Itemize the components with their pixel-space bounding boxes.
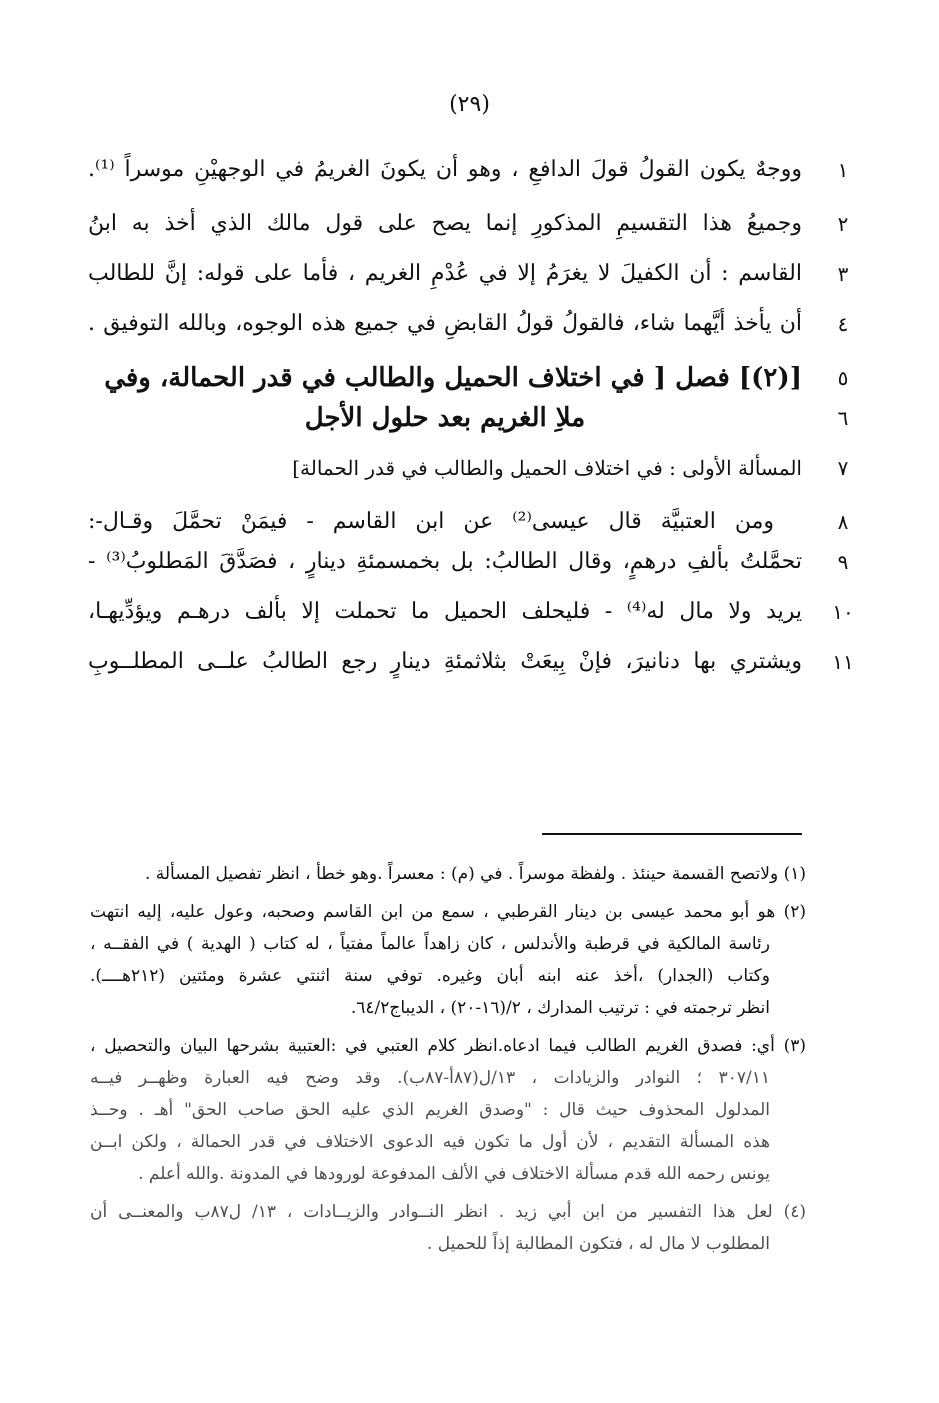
footnote-2-line: رئاسة المالكية في قرطبة والأندلس ، كان زاهداً عالماً مفتياً ، له كتاب ( الهدية ) في الفقــه ،	[90, 934, 770, 954]
page-number: (٢٩)	[449, 92, 490, 117]
line-number: ٦	[837, 406, 849, 430]
line-text: يريد ولا مال له⁽⁴⁾ - فليحلف الحميل ما تحملت إلا بألف درهـم ويؤدِّيهـا،	[88, 599, 802, 624]
line-number: ١	[837, 158, 849, 182]
line-number: ٤	[837, 312, 849, 336]
main-text	[88, 150, 858, 682]
footnote-4: (٤) لعل هذا التفسير من ابن أبي زيد . انظر النــوادر والزيــادات ، ١٣/ ل٨٧ب والمعنــى أن	[90, 1202, 806, 1222]
section-heading-line	[88, 358, 858, 398]
line-text: ومن العتبيَّة قال عيسى⁽²⁾ عن ابن القاسم - فيمَنْ تحمَّلَ وقـال-:	[88, 509, 774, 534]
line-number: ٣	[837, 262, 849, 286]
line-number: ١٠	[832, 600, 854, 624]
footnote-separator	[542, 833, 802, 835]
text-line	[88, 502, 858, 542]
footnote-2: (٢) هو أبو محمد عيسى بن دينار القرطبي ، سمع من ابن القاسم وصحبه، وعول عليه، إليه انتهت	[90, 902, 806, 922]
text-line	[88, 542, 858, 582]
line-number: ٩	[837, 550, 849, 574]
line-text: ويشتري بها دنانيرَ، فإنْ بِيعَتْ بثلاثمئةِ دينارٍ رجع الطالبُ علــى المطلــوبِ	[88, 649, 802, 674]
footnote-3-line: هذه المسألة التقديم ، لأن أول ما تكون فيه الدعوى الاختلاف في قدر الحمالة ، ولكن ابــن	[90, 1132, 770, 1152]
text-line	[88, 204, 858, 244]
subheading-line	[88, 448, 858, 488]
footnote-2-line: وكتاب (الجدار) ،أخذ عنه ابنه أبان وغيره. توفي سنة اثنتي عشرة ومئتين (٢١٢هــــ).	[90, 966, 770, 986]
line-text: وجميعُ هذا التقسيمِ المذكورِ إنما يصح على قول مالك الذي أخذ به ابنُ	[88, 211, 802, 236]
line-number: ٧	[837, 456, 849, 480]
line-text: ووجهٌ يكون القولُ قولَ الدافعِ ، وهو أن يكونَ الغريمُ في الوجهيْنِ موسراً ⁽¹⁾.	[88, 157, 802, 182]
line-text: أن يأخذ أيَّهما شاء، فالقولُ قولُ القابضِ في جميع هذه الوجوه، وبالله التوفيق .	[88, 311, 802, 336]
text-line	[88, 150, 858, 190]
footnote-2-line: انظر ترجمته في : ترتيب المدارك ، ٢/(١٦-٢٠) ، الديباج٦٤/٢.	[350, 998, 770, 1018]
line-number: ٨	[837, 510, 849, 534]
section-heading-line	[88, 398, 858, 438]
line-text: تحمَّلتُ بألفِ درهمٍ، وقال الطالبُ: بل بخمسمئةِ دينارٍ ، فصَدَّقَ المَطلوبُ⁽³⁾ -	[88, 549, 802, 574]
section-heading: [(٢)] فصل [ في اختلاف الحميل والطالب في قدر الحمالة، وفي	[104, 363, 802, 393]
footnote-3-line: يونس رحمه الله قدم مسألة الاختلاف في الألف المدفوعة لورودها في المدونة .والله أعلم .	[138, 1164, 770, 1184]
text-line	[88, 592, 858, 632]
line-number: ٢	[837, 212, 849, 236]
line-number: ١١	[832, 650, 854, 674]
subheading: المسألة الأولى : في اختلاف الحميل والطالب في قدر الحمالة]	[292, 456, 802, 480]
footnote-4-line: المطلوب لا مال له ، فتكون المطالبة إذاً للحميل .	[426, 1234, 770, 1254]
text-line	[88, 304, 858, 344]
line-text: القاسم : أن الكفيلَ لا يغرَمُ إلا في عُدْمِ الغريم ، فأما على قوله: إنَّ للطالب	[88, 261, 802, 286]
text-line	[88, 254, 858, 294]
text-line	[88, 642, 858, 682]
footnote-1: (١) ولاتصح القسمة حينئذ . ولفظة موسراً . في (م) : معسراً .وهو خطأ ، انظر تفصيل المسألة .	[144, 864, 806, 884]
section-heading: ملاِ الغريم بعد حلول الأجل	[304, 403, 586, 433]
footnotes	[90, 858, 806, 1260]
footnote-3-line: المدلول المحذوف حيث قال : "وصدق الغريم الذي عليه الحق صاحب الحق" أهـ . وحــذ	[90, 1100, 770, 1120]
line-number: ٥	[837, 366, 849, 390]
footnote-3: (٣) أي: فصدق الغريم الطالب فيما ادعاه.انظر كلام العتبي في :العتبية بشرحها البيان والتحصيل ،	[90, 1036, 806, 1056]
footnote-3-line: ٣٠٧/١١ ؛ النوادر والزيادات ، ١٣/ل(٨٧أ-٨٧ب). وقد وضح فيه العبارة وظهــر فيــه	[90, 1068, 770, 1088]
